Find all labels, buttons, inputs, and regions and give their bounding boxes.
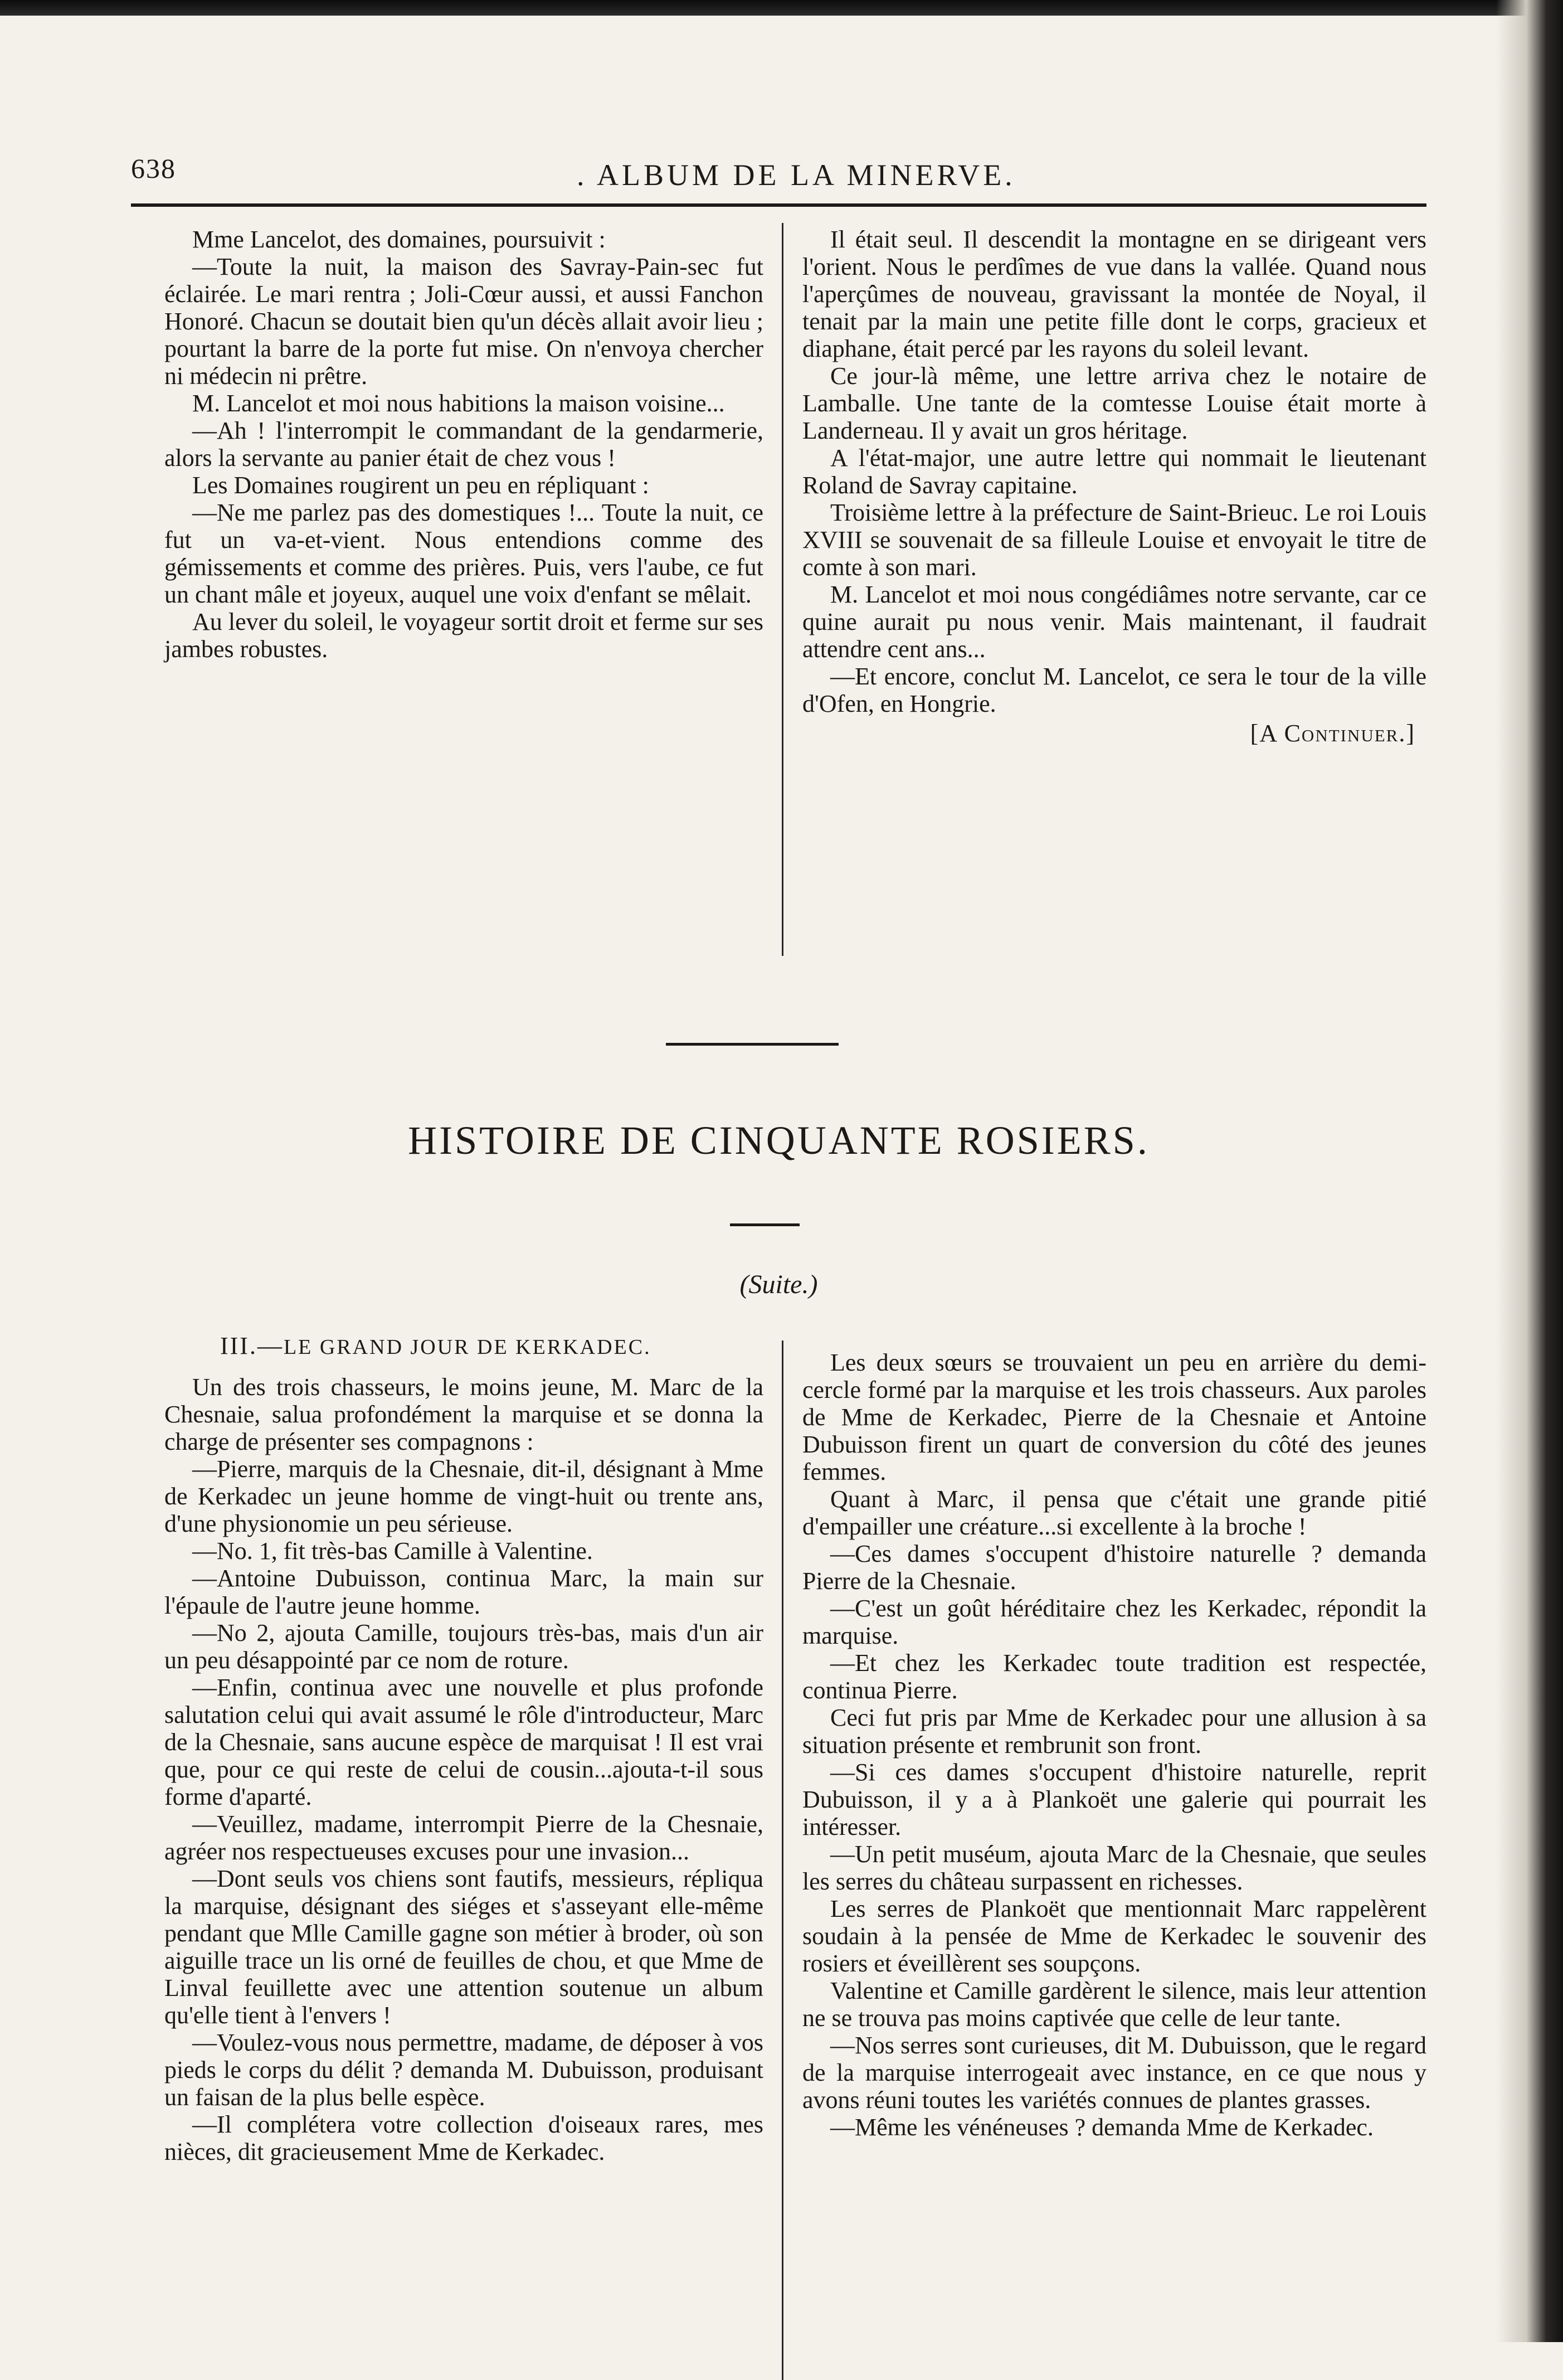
paragraph: —Si ces dames s'occupent d'histoire naturelle, reprit Dubuisson, il y a à Plankoët une galerie qui pourrait les intéresser. [802, 1759, 1426, 1840]
page-header [131, 148, 1426, 192]
paragraph: —Dont seuls vos chiens sont fautifs, messieurs, répliqua la marquise, désignant des siéges et s'asseyant elle-même pendant que Mlle Camille gagne son métier à broder, où son aiguille trace un lis orné de feuilles de chou, et que Mme de Linval feuillette avec une attention soutenue un album qu'elle tient à l'envers ! [164, 1865, 763, 2029]
paragraph: Quant à Marc, il pensa que c'était une grande pitié d'empailler une créature...si excellente à la broche ! [802, 1485, 1426, 1540]
paragraph: —Ne me parlez pas des domestiques !... Toute la nuit, ce fut un va-et-vient. Nous entendions comme des gémissements et comme des prières. Puis, vers l'aube, ce fut un chant mâle et joyeux, auquel une voix d'enfant se mêlait. [164, 499, 763, 608]
chapter-title: LE GRAND JOUR DE KERKADEC. [283, 1335, 651, 1359]
paragraph: —Ah ! l'interrompit le commandant de la gendarmerie, alors la servante au panier était de chez vous ! [164, 417, 763, 472]
paragraph: Les serres de Plankoët que mentionnait Marc rappelèrent soudain à la pensée de Mme de Kerkadec le souvenir des rosiers et éveillèrent ses soupçons. [802, 1895, 1426, 1977]
paragraph: —Enfin, continua avec une nouvelle et plus profonde salutation celui qui avait assumé le rôle d'introducteur, Marc de la Chesnaie, sans aucune espèce de marquisat ! Il est vrai que, pour ce qui reste de celui de cousin...ajouta-t-il sous forme d'aparté. [164, 1674, 763, 1810]
paragraph: Ceci fut pris par Mme de Kerkadec pour une allusion à sa situation présente et rembrunit son front. [802, 1704, 1426, 1759]
top-right-column [802, 226, 1426, 747]
article-subtitle: (Suite.) [739, 1270, 818, 1299]
paragraph: Les deux sœurs se trouvaient un peu en arrière du demi-cercle formé par la marquise et les trois chasseurs. Aux paroles de Mme de Kerkadec, Pierre de la Chesnaie et Antoine Dubuisson firent un quart de conversion du côté des jeunes femmes. [802, 1349, 1426, 1485]
paragraph: Un des trois chasseurs, le moins jeune, M. Marc de la Chesnaie, salua profondément la marquise et se donna la charge de présenter ses compagnons : [164, 1373, 763, 1455]
header-rule [131, 203, 1426, 207]
paragraph: —No 2, ajouta Camille, toujours très-bas, mais d'un air un peu désappointé par ce nom de roture. [164, 1619, 763, 1674]
paragraph: Ce jour-là même, une lettre arriva chez le notaire de Lamballe. Une tante de la comtesse Louise était morte à Landerneau. Il y avait un gros héritage. [802, 362, 1426, 444]
paragraph: Il était seul. Il descendit la montagne en se dirigeant vers l'orient. Nous le perdîmes de vue dans la vallée. Quand nous l'aperçûmes de nouveau, gravissant la montée de Noyal, il tenait par la main une petite fille dont le corps, gracieux et diaphane, était percé par les rayons du soleil levant. [802, 226, 1426, 362]
paragraph: —Un petit muséum, ajouta Marc de la Chesnaie, que seules les serres du château surpassent en richesses. [802, 1840, 1426, 1895]
paragraph: Troisième lettre à la préfecture de Saint-Brieuc. Le roi Louis XVIII se souvenait de sa filleule Louise et envoyait le titre de comte à son mari. [802, 499, 1426, 581]
article-title: HISTOIRE DE CINQUANTE ROSIERS. [408, 1118, 1150, 1163]
paragraph: —Pierre, marquis de la Chesnaie, dit-il, désignant à Mme de Kerkadec un jeune homme de vingt-huit ou trente ans, d'une physionomie un peu sérieuse. [164, 1455, 763, 1537]
paragraph: Les Domaines rougirent un peu en répliquant : [192, 472, 649, 499]
chapter-number: III.— [220, 1332, 284, 1359]
page-number: 638 [131, 153, 176, 184]
paragraph: —Il complétera votre collection d'oiseaux rares, mes nièces, dit gracieusement Mme de Kerkadec. [164, 2111, 763, 2165]
paragraph: —Même les vénéneuses ? demanda Mme de Kerkadec. [830, 2114, 1374, 2141]
paragraph: A l'état-major, une autre lettre qui nommait le lieutenant Roland de Savray capitaine. [802, 444, 1426, 499]
paragraph: —Et encore, conclut M. Lancelot, ce sera le tour de la ville d'Ofen, en Hongrie. [802, 663, 1426, 717]
paragraph: Mme Lancelot, des domaines, poursuivit : [192, 226, 606, 253]
column-divider [782, 223, 783, 956]
running-title: . ALBUM DE LA MINERVE. [577, 158, 1016, 192]
scan-right-edge [1496, 0, 1563, 2342]
paragraph: —C'est un goût héréditaire chez les Kerkadec, répondit la marquise. [802, 1595, 1426, 1649]
magazine-page [131, 148, 1426, 2321]
paragraph: M. Lancelot et moi nous habitions la maison voisine... [192, 390, 725, 417]
paragraph: —Antoine Dubuisson, continua Marc, la main sur l'épaule de l'autre jeune homme. [164, 1565, 763, 1619]
section-divider [666, 1043, 839, 1046]
paragraph: Au lever du soleil, le voyageur sortit droit et ferme sur ses jambes robustes. [164, 608, 763, 663]
chapter-heading [164, 1332, 763, 1361]
paragraph: M. Lancelot et moi nous congédiâmes notre servante, car ce quine aurait pu nous venir. Mais maintenant, il faudrait attendre cent ans... [802, 581, 1426, 663]
top-left-column [164, 226, 763, 663]
paragraph: —Toute la nuit, la maison des Savray-Pain-sec fut éclairée. Le mari rentra ; Joli-Cœur aussi, et aussi Fanchon Honoré. Chacun se doutait bien qu'un décès allait avoir lieu ; pourtant la barre de la porte fut mise. On n'envoya chercher ni médecin ni prêtre. [164, 253, 763, 390]
bottom-left-column [164, 1332, 763, 2165]
paragraph: —Et chez les Kerkadec toute tradition est respectée, continua Pierre. [802, 1649, 1426, 1704]
paragraph: —Voulez-vous nous permettre, madame, de déposer à vos pieds le corps du délit ? demanda M. Dubuisson, produisant un faisan de la plus belle espèce. [164, 2029, 763, 2111]
paragraph: Valentine et Camille gardèrent le silence, mais leur attention ne se trouva pas moins captivée que celle de leur tante. [802, 1977, 1426, 2032]
to-be-continued: [A Continuer.] [1250, 720, 1415, 747]
paragraph: —Veuillez, madame, interrompit Pierre de la Chesnaie, agréer nos respectueuses excuses pour une invasion... [164, 1810, 763, 1865]
title-rule [730, 1223, 800, 1226]
paragraph: —Ces dames s'occupent d'histoire naturelle ? demanda Pierre de la Chesnaie. [802, 1540, 1426, 1595]
bottom-right-column [802, 1349, 1426, 2141]
column-divider [782, 1340, 783, 2380]
paragraph: —Nos serres sont curieuses, dit M. Dubuisson, que le regard de la marquise interrogeait avec instance, en ce que nous y avons réuni toutes les variétés connues de plantes grasses. [802, 2032, 1426, 2114]
scan-top-edge [0, 0, 1563, 16]
paragraph: —No. 1, fit très-bas Camille à Valentine. [192, 1537, 593, 1565]
